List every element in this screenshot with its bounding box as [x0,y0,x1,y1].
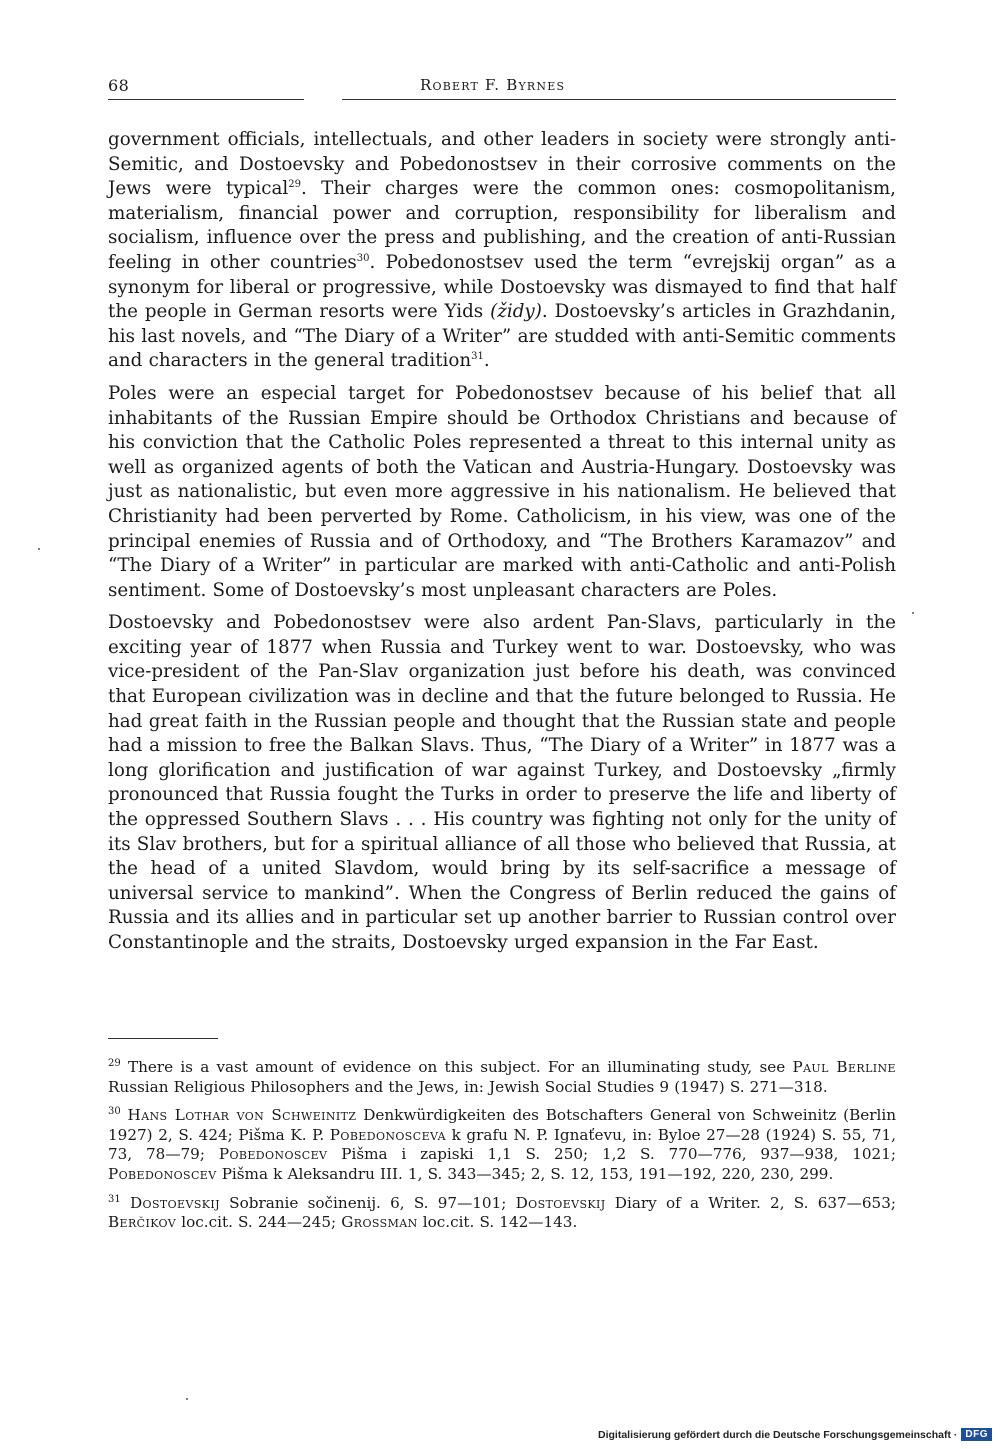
author-name: Hans Lothar von Schweinitz [127,1106,357,1125]
text-run: Denkwürdigkeiten des Botschafters General von Schweinitz (Berlin 1927) 2, S. 424; Pišma K. P. [108,1106,896,1144]
footnote-separator [108,1038,218,1039]
running-header [108,72,896,102]
credit-text: Digitalisierung gefördert durch die Deutsche Forschungsgemeinschaft · [598,1428,958,1441]
scan-speck [912,612,914,614]
author-name: Grossman [341,1213,418,1232]
italic-text: (židy) [490,301,542,323]
text-run [121,1106,128,1124]
author-name: Paul Berline [792,1058,896,1076]
running-title: Robert F. Byrnes [420,76,566,94]
text-run: loc.cit. S. 244—245; [176,1213,342,1232]
footnote-ref: 29 [108,1057,121,1069]
author-name: Dostoevskij [515,1193,606,1212]
text-run: . Dostoevsky’s articles in Grazhdanin, his last novels, and “The Diary of a Writer” are studded with anti-Semitic comments and characters in the general tradition [108,301,897,372]
author-name: Pobedonoscev [108,1164,217,1183]
paragraph [108,382,896,603]
footnote-ref: 30 [356,252,370,264]
text-run: Dostoevsky and Pobedonostsev were also ardent Pan-Slavs, particularly in the exciting year of 1877 when Russia and Turkey went to war. Dostoevsky, who was vice-president of the Pan-Slav organization just before his death, was convinced that European civilization was in decline and that the future belonged to Russia. He had great faith in the Russian people and thought that the Russian state and people had a mission to free the Balkan Slavs. Thus, “The Diary of a Writer” in 1877 was a long glorification and justification of war against Turkey, and Dostoevsky „firmly pronounced that Russia fought the Turks in order to preserve the life and liberty of the oppressed Southern Slavs . . . His country was fighting not only for the unity of its Slav brothers, but for a spiritual alliance of all those who believed that Russia, at the head of a united Slavdom, would bring by its self-sacrifice a message of universal service to mankind”. When the Congress of Berlin reduced the gains of Russia and its allies and in particular set up another barrier to Russian control over Constantinople and the straits, Dostoevsky urged expansion in the Far East. [108,612,896,953]
header-rule-left [108,99,304,100]
author-name: Pobedonosceva [329,1125,446,1144]
paragraph [108,128,896,374]
text-run: . Their charges were the common ones: cosmopolitanism, materialism, financial power and corruption, responsibility for liberalism and socialism, influence over the press and publishing, and the creation of anti-Russian feeling in other countries [108,178,896,273]
paragraph [108,611,896,955]
digitization-credit [598,1428,992,1441]
footnote-ref: 30 [108,1106,121,1118]
body-text [108,128,896,964]
header-rule-right [342,99,896,100]
page-number: 68 [108,76,130,95]
text-run: Diary of a Writer. 2, S. 637—653; [605,1193,896,1212]
footnote [108,1194,896,1233]
text-run: There is a vast amount of evidence on this subject. For an illuminating study, see [120,1058,793,1076]
text-run: loc.cit. S. 142—143. [417,1213,578,1232]
scan-speck [186,1398,188,1400]
author-name: Dostoevskij [129,1193,220,1212]
footnote [108,1058,896,1097]
text-run: Russian Religious Philosophers and the Jews, in: Jewish Social Studies 9 (1947) S. 271—318. [108,1077,828,1096]
dfg-logo: DFG [961,1428,992,1441]
author-name: Pobedonoscev [218,1145,328,1164]
text-run [121,1194,130,1212]
footnote-ref: 31 [108,1193,121,1205]
text-run: . Pobedonostsev used the term “evrejskij organ” as a synonym for liberal or progressive, while Dostoevsky was dismayed to find that half the people in German resorts were Yids [108,251,897,323]
text-run: . [483,350,490,372]
footnote-ref: 29 [288,179,301,191]
text-run: Poles were an especial target for Pobedonostsev because of his belief that all inhabitants of the Russian Empire should be Orthodox Christians and because of his conviction that the Catholic Poles represented a threat to this internal unity as well as organized agents of both the Vatican and Austria-Hungary. Dostoevsky was just as nationalistic, but even more aggressive in his nationalism. He believed that Christianity had been perverted by Rome. Catholicism, in his view, was one of the principal enemies of Russia and of Orthodoxy, and “The Brothers Karamazov” and “The Diary of a Writer” in particular are marked with anti-Catholic and anti-Polish sentiment. Some of Dostoevsky’s most unpleasant characters are Poles. [108,382,896,601]
footnotes [108,1058,896,1242]
text-run: k grafu N. P. Ignaťevu, in: Byloe 27—28 (1924) S. 55, 71, 73, 78—79; [108,1125,896,1164]
text-run: Sobranie sočinenij. 6, S. 97—101; [219,1193,516,1212]
text-run: Pišma k Aleksandru III. 1, S. 343—345; 2, S. 12, 153, 191—192, 220, 230, 299. [216,1164,834,1183]
text-run: Pišma i zapiski 1,1 S. 250; 1,2 S. 770—776, 937—938, 1021; [327,1145,896,1164]
text-run: government officials, intellectuals, and other leaders in society were strongly anti-Semitic, and Dostoevsky and Pobedonostsev in their corrosive comments on the Jews were typical [108,129,896,200]
author-name: Berčikov [108,1213,177,1232]
footnote-ref: 31 [471,351,484,363]
footnote [108,1106,896,1184]
scan-speck [38,548,40,550]
